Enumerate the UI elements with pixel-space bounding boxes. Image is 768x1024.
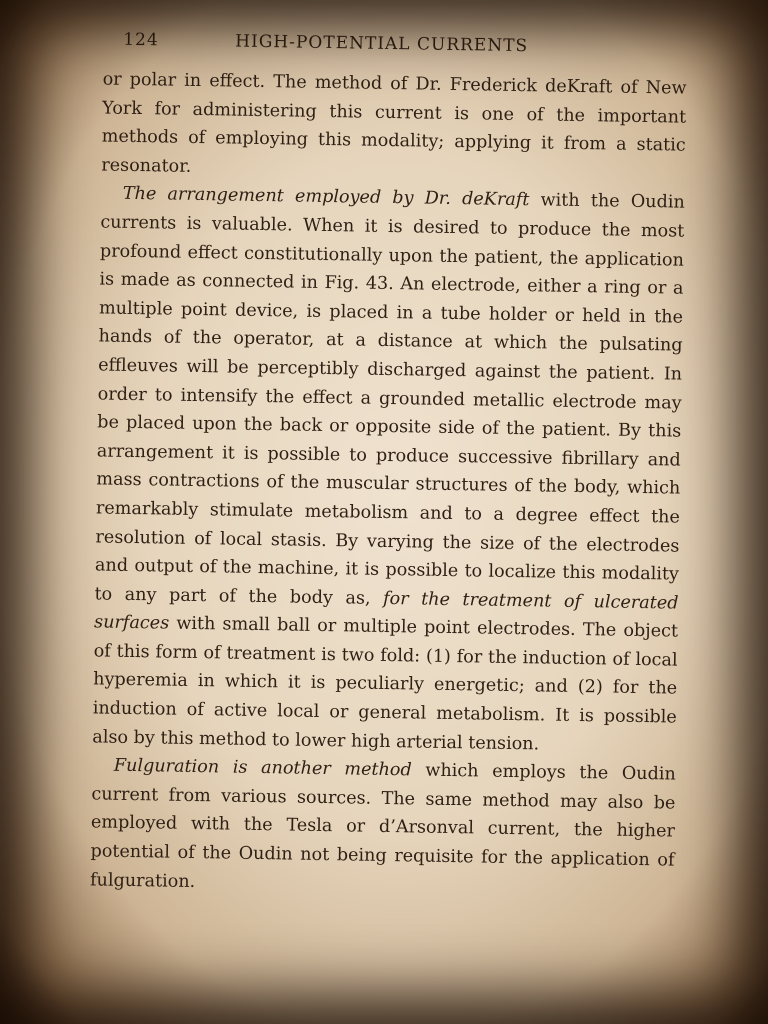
paragraph-3 — [90, 752, 676, 904]
paragraph-1 — [101, 65, 687, 189]
paragraph-2-text: with the Oudin currents is valuable. When it is desired to produce the most profound effect constitutionally upon the patient, the application is made as connected in Fig. 43. An electrode, either a ring or a multiple point device, is placed in a tube holder or held in the hands of the operator, at a distance at which the pulsating effleuves will be perceptibly discharged against the patient. In order to intensify the effect a grounded metallic electrode may be placed upon the back or opposite side of the patient. By this arrangement it is possible to produce successive fibrillary and mass contractions of the muscular structures of the body, which remarkably stimulate metabolism and to a degree effect the resolution of local stasis. By varying the size of the electrodes and output of the machine, it is possible to localize this modality to any part of the body as, — [94, 190, 685, 609]
paragraph-2-italic-lead: The arrangement employed by Dr. deKraft — [122, 184, 530, 211]
paragraph-2 — [92, 180, 685, 761]
paragraph-3-text: which employs the Oudin current from various sources. The same method may also be employed with the Tesla or d’Arsonval current, the higher potential of the Oudin not being requisite for the application of fulguration. — [89, 760, 676, 892]
running-title: HIGH-POTENTIAL CURRENTS — [235, 31, 529, 57]
book-page — [89, 25, 688, 984]
page-header — [123, 26, 687, 65]
body-text — [90, 65, 687, 903]
paragraph-1-text: or polar in effect. The method of Dr. Frederick deKraft of New York for administering this current is one of the important methods of employing this modality; applying it from a static resonator. — [101, 69, 687, 177]
paragraph-3-italic-lead: Fulguration is another method — [113, 755, 412, 781]
paragraph-2-italic-mid: for the treatment of ulcerated surfaces — [93, 588, 679, 634]
page-number: 124 — [123, 29, 159, 51]
paragraph-2-text-after: with small ball or multiple point electrodes. The object of this form of treatment is two fold: (1) for the induction of local hyperemia in which it is peculiarly energetic; and (2) for the induction of active local or general metabolism. It is possible also by this method to lower high arterial tension. — [92, 613, 679, 755]
